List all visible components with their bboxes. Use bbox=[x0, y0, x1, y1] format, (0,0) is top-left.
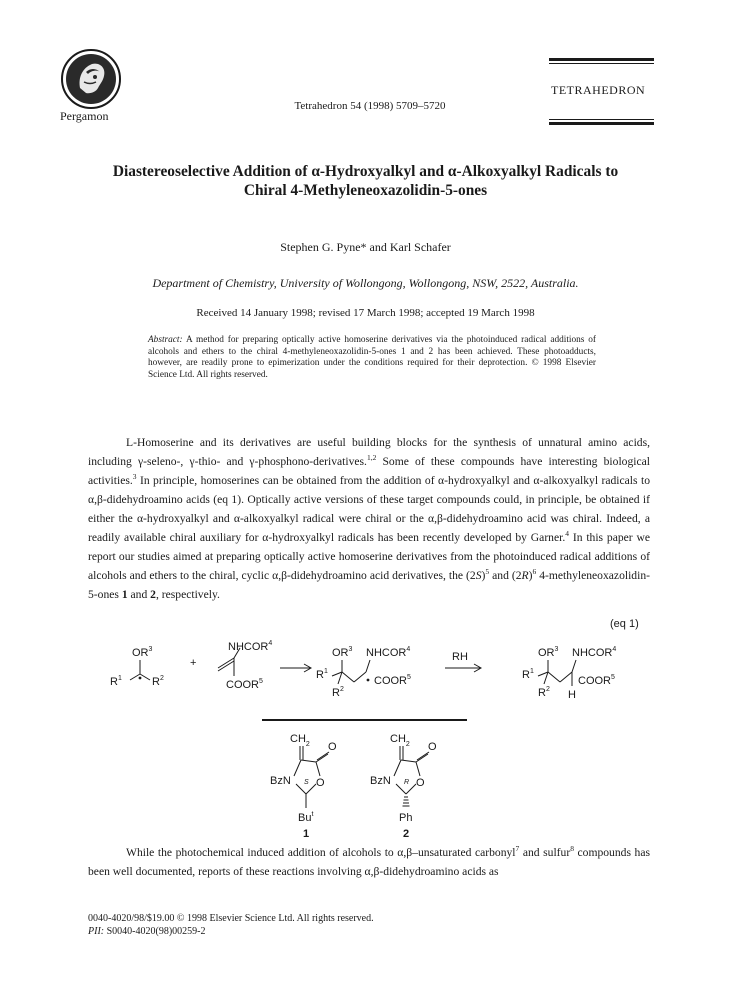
prod-or3: $OR^3$ bbox=[538, 646, 559, 659]
equation-label: (eq 1) bbox=[610, 618, 639, 630]
scheme-separator bbox=[262, 719, 467, 721]
int-r2: $R^2$ bbox=[332, 686, 344, 699]
prod-r1: $R^1$ bbox=[522, 668, 534, 681]
reagent-rh: RH bbox=[452, 651, 468, 663]
abstract-label: Abstract: bbox=[148, 335, 183, 345]
cmpd2-config: R bbox=[404, 779, 410, 786]
copyright-footer bbox=[88, 912, 374, 938]
abstract-text: A method for preparing optically active homoserine derivatives via the photoinduced radical additions of alcohols and ethers to the chiral 4-methyleneoxazolidin-5-ones 1 and 2 has been achieved. These photoadducts, however, are readily prone to epimerization under the conditions required for their deprotection. © 1998 Elsevier Science Ltd. All rights reserved. bbox=[148, 335, 597, 380]
affiliation: Department of Chemistry, University of Wollongong, Wollongong, NSW, 2522, Australia. bbox=[152, 276, 579, 290]
header-rule-bottom-2 bbox=[549, 122, 654, 125]
plus-sign: + bbox=[190, 657, 197, 669]
cmpd1-config: S bbox=[304, 779, 309, 786]
cmpd2-ch2: $CH_2$ bbox=[390, 733, 410, 748]
journal-citation: Tetrahedron 54 (1998) 5709–5720 bbox=[294, 100, 446, 112]
prod-h: H bbox=[568, 689, 576, 701]
footer-issn: 0040-4020/98/$19.00 © 1998 Elsevier Science Ltd. All rights reserved. bbox=[88, 913, 374, 924]
cmpd2-ring-o: O bbox=[416, 777, 425, 789]
prod-coor5: COOR$^5$ bbox=[578, 674, 615, 687]
int-coor5: COOR$^5$ bbox=[374, 674, 411, 687]
int-r1: $R^1$ bbox=[316, 668, 328, 681]
r2-nhcor4: NHCOR$^4$ bbox=[228, 640, 273, 653]
cmpd2-carbonyl-o: O bbox=[428, 741, 437, 753]
title-line-1: Diastereoselective Addition of α-Hydroxyalkyl and α-Alkoxyalkyl Radicals to bbox=[112, 163, 619, 180]
paper-title bbox=[40, 162, 691, 200]
radical-dot bbox=[139, 677, 142, 680]
header-rule-top-1 bbox=[549, 58, 654, 61]
cmpd2-substituent: Ph bbox=[399, 812, 413, 824]
authors: Stephen G. Pyne* and Karl Schafer bbox=[280, 240, 451, 254]
pergamon-seal-icon bbox=[60, 48, 122, 110]
compounds-figure bbox=[270, 728, 470, 840]
cmpd1-ring-o: O bbox=[316, 777, 325, 789]
r1-or3: $OR^3$ bbox=[132, 646, 153, 659]
cmpd1-bzn: BzN bbox=[270, 775, 291, 787]
cmpd2-number: 2 bbox=[403, 828, 410, 840]
received-dates: Received 14 January 1998; revised 17 March 1998; accepted 19 March 1998 bbox=[196, 307, 535, 319]
title-line-2: Chiral 4-Methyleneoxazolidin-5-ones bbox=[243, 182, 488, 199]
int-radical-dot bbox=[367, 679, 370, 682]
cmpd1-number: 1 bbox=[303, 828, 310, 840]
intro-paragraph: L-Homoserine and its derivatives are useful building blocks for the synthesis of unnatural amino acids, including γ-seleno-, γ-thio- and γ-phosphono-derivatives.$^{1,2}$ Some of these compounds have interesting biological activities.$^3$ In principle, homoserines can be obtained from the addition of α-hydroxyalkyl and α-alkoxyalkyl radicals to α,β-didehydroamino acids (eq 1). Optically active versions of these target compounds could, in principle, be obtained if either the α-hydroxyalkyl and α-alkoxyalkyl radical were chiral or the α,β-didehydroamino acid was chiral. Indeed, a readily available chiral auxiliary for α-hydroxyalkyl radicals has been recently developed by Garner.$^4$ In this paper we report our studies aimed at preparing optically active homoserine derivatives from the photoinduced radical additions of alcohols and ethers to the chiral, cyclic α,β-didehydroamino acid derivatives, the $(2S)^5$ and $(2R)^6$ 4-methyleneoxazolidin-5-ones 1 and 2, respectively. bbox=[88, 436, 650, 601]
prod-nhcor4: NHCOR$^4$ bbox=[572, 646, 617, 659]
footer-pii: PII: S0040-4020(98)00259-2 bbox=[88, 926, 206, 937]
int-nhcor4: NHCOR$^4$ bbox=[366, 646, 411, 659]
equation-1-scheme bbox=[110, 640, 650, 710]
journal-name: TETRAHEDRON bbox=[551, 83, 646, 97]
header-rule-top-2 bbox=[549, 63, 654, 64]
prod-r2: $R^2$ bbox=[538, 686, 550, 699]
int-or3: $OR^3$ bbox=[332, 646, 353, 659]
publisher-logo bbox=[60, 48, 122, 110]
cmpd2-bzn: BzN bbox=[370, 775, 391, 787]
r1-r2: $R^2$ bbox=[152, 675, 164, 688]
r1-r1: $R^1$ bbox=[110, 675, 122, 688]
cmpd1-substituent: Bu$^t$ bbox=[298, 811, 314, 824]
header-rule-bottom-1 bbox=[549, 119, 654, 120]
cmpd1-ch2: $CH_2$ bbox=[290, 733, 310, 748]
r2-coor5: COOR$^5$ bbox=[226, 678, 263, 691]
cmpd1-carbonyl-o: O bbox=[328, 741, 337, 753]
second-paragraph: While the photochemical induced addition of alcohols to α,β–unsaturated carbonyl$^7$ and sulfur$^8$ compounds has been well documented, reports of these reactions involving α,β-didehydroamino acids as bbox=[88, 844, 650, 878]
publisher-name: Pergamon bbox=[60, 109, 109, 123]
abstract bbox=[148, 335, 596, 381]
